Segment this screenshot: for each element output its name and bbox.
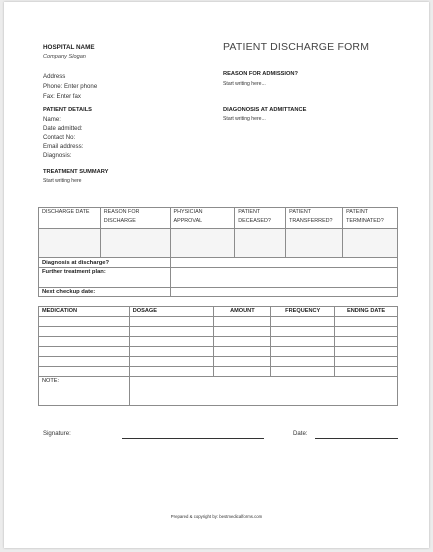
signature-label: Signature:: [43, 430, 71, 437]
footer-copyright: Prepared & copyright by: bestmedicalforms.com: [170, 514, 263, 519]
medication-header-row: [39, 307, 398, 317]
transferred-cell[interactable]: [286, 229, 343, 258]
note-input[interactable]: [129, 377, 397, 406]
diagnosis-at-admittance-input[interactable]: Start writing here...: [223, 116, 266, 122]
table-row: [39, 258, 398, 268]
reason-cell[interactable]: [100, 229, 170, 258]
table-row[interactable]: [39, 337, 398, 347]
header-medication: MEDICATION: [39, 307, 130, 317]
signature-line[interactable]: [122, 438, 264, 439]
terminated-cell[interactable]: [343, 229, 398, 258]
diagnosis-at-discharge-label: Diagnosis at discharge?: [39, 258, 171, 268]
table-row[interactable]: [39, 317, 398, 327]
table-row[interactable]: [39, 367, 398, 377]
header-patient-transferred: PATIENT TRANSFERRED?: [286, 208, 343, 229]
header-amount: AMOUNT: [214, 307, 271, 317]
company-slogan: Company Slogan: [43, 54, 86, 60]
form-title: PATIENT DISCHARGE FORM: [223, 41, 370, 53]
date-label: Date:: [293, 430, 308, 437]
reason-for-admission-label: REASON FOR ADMISSION?: [223, 71, 298, 77]
table-row: [39, 288, 398, 297]
fax-line: Fax: Enter fax: [43, 93, 81, 100]
further-treatment-plan-input[interactable]: [170, 268, 398, 288]
header-discharge-date: DISCHARGE DATE: [39, 208, 101, 229]
phone-line: Phone: Enter phone: [43, 83, 98, 90]
note-row: [39, 377, 398, 406]
table-row[interactable]: [39, 347, 398, 357]
header-ending-date: ENDING DATE: [335, 307, 398, 317]
diagnosis-field[interactable]: Diagnosis:: [43, 152, 72, 159]
contact-no-field[interactable]: Contact No:: [43, 134, 76, 141]
physician-approval-cell[interactable]: [170, 229, 235, 258]
diagnosis-at-admittance-label: DIAGONOSIS AT ADMITTANCE: [223, 107, 307, 113]
patient-details-heading: PATIENT DETAILS: [43, 107, 92, 113]
form-sheet: [4, 2, 429, 548]
address-line: Address: [43, 73, 66, 80]
table-row: [39, 268, 398, 288]
email-address-field[interactable]: Email address:: [43, 143, 84, 150]
diagnosis-at-discharge-input[interactable]: [170, 258, 398, 268]
hospital-name: HOSPITAL NAME: [43, 44, 95, 51]
table-row[interactable]: [39, 357, 398, 367]
treatment-summary-input[interactable]: Start writing here: [43, 178, 82, 184]
discharge-entry-row[interactable]: [39, 229, 398, 258]
table-row[interactable]: [39, 327, 398, 337]
date-line[interactable]: [315, 438, 398, 439]
next-checkup-date-input[interactable]: [170, 288, 398, 297]
header-patient-deceased: PATIENT DECEASED?: [235, 208, 286, 229]
discharge-table: [38, 207, 398, 297]
deceased-cell[interactable]: [235, 229, 286, 258]
header-physician-approval: PHYSICIAN APPROVAL: [170, 208, 235, 229]
medication-table: [38, 306, 398, 406]
discharge-header-row: [39, 208, 398, 229]
header-patient-terminated: PATEINT TERMINATED?: [343, 208, 398, 229]
header-dosage: DOSAGE: [129, 307, 214, 317]
treatment-summary-heading: TREATMENT SUMMARY: [43, 169, 109, 175]
further-treatment-plan-label: Further treatment plan:: [39, 268, 171, 288]
reason-for-admission-input[interactable]: Start writing here...: [223, 81, 266, 87]
note-label: NOTE:: [39, 377, 130, 406]
patient-name-field[interactable]: Name:: [43, 116, 61, 123]
header-frequency: FREQUENCY: [271, 307, 335, 317]
date-admitted-field[interactable]: Date admitted:: [43, 125, 83, 132]
header-reason-for-discharge: REASON FOR DISCHARGE: [100, 208, 170, 229]
next-checkup-date-label: Next checkup date:: [39, 288, 171, 297]
discharge-date-cell[interactable]: [39, 229, 101, 258]
